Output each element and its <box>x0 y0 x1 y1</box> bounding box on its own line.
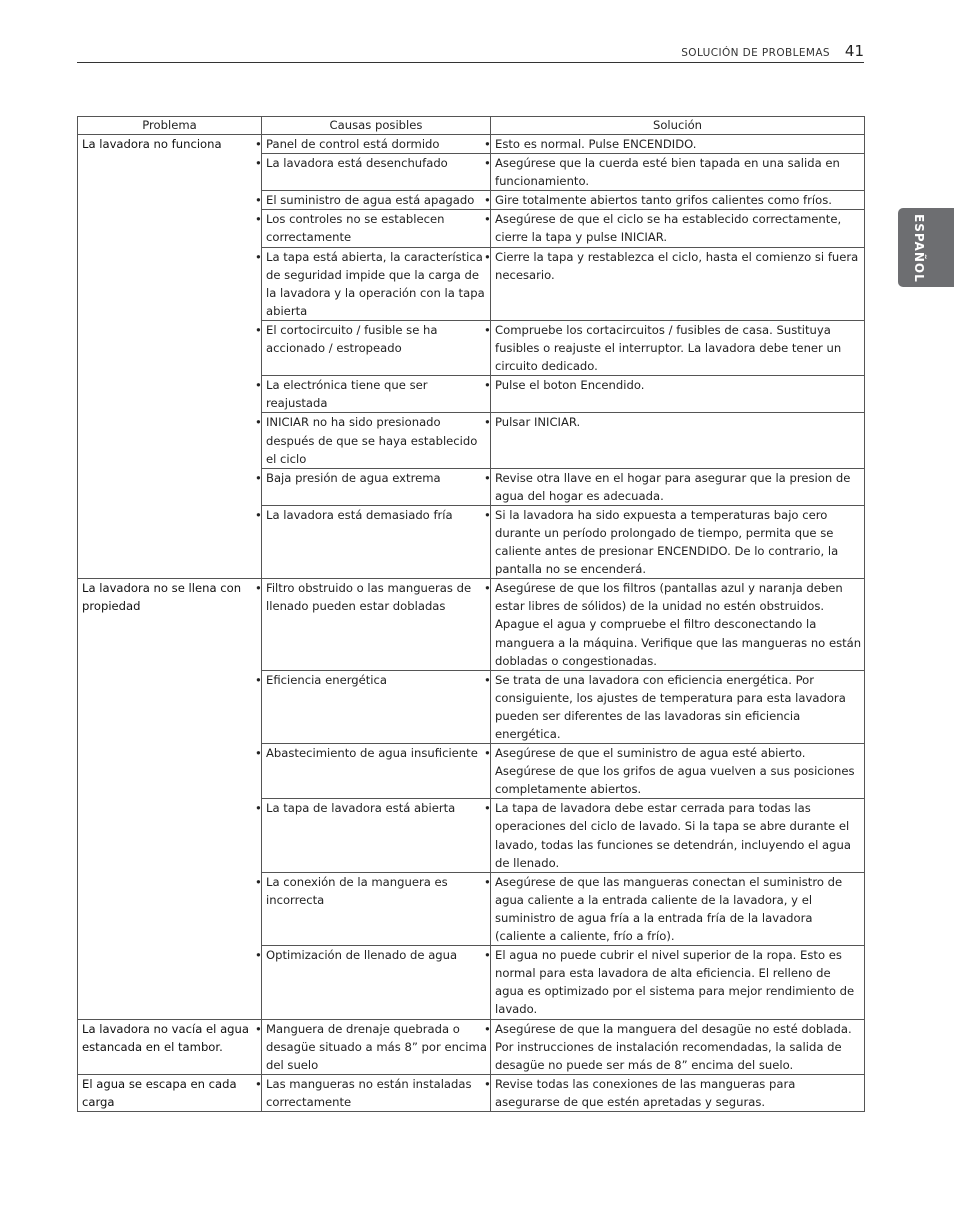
cause-cell <box>255 579 491 670</box>
bullet-icon: • <box>255 470 262 485</box>
troubleshooting-table <box>77 116 865 1112</box>
bullet-icon: • <box>484 470 491 485</box>
cause-text: Eficiencia energética <box>266 672 388 687</box>
solution-cell <box>484 1019 865 1074</box>
bullet-icon: • <box>484 156 491 171</box>
solution-text: Asegúrese de que la manguera del desagüe no esté doblada. Por instrucciones de instalación recomendadas, la salida de desagüe no puede ser más de 8” encima del suelo. <box>495 1021 852 1072</box>
bullet-icon: • <box>255 948 262 963</box>
cause-cell <box>255 210 491 247</box>
table-body <box>78 135 865 1112</box>
bullet-icon: • <box>484 948 491 963</box>
cause-cell <box>255 799 491 872</box>
bullet-icon: • <box>255 507 262 522</box>
cause-text: La tapa de lavadora está abierta <box>266 801 456 816</box>
bullet-icon: • <box>255 746 262 761</box>
cause-cell <box>255 154 491 191</box>
bullet-icon: • <box>255 415 262 430</box>
bullet-icon: • <box>484 249 491 264</box>
solution-text: Revise todas las conexiones de las mangueras para asegurarse de que estén apretadas y seguras. <box>495 1076 796 1109</box>
solution-text: Revise otra llave en el hogar para asegurar que la presion de agua del hogar es adecuada. <box>495 470 851 503</box>
problem-cell: La lavadora no se llena con propiedad <box>78 579 262 1019</box>
solution-cell <box>484 579 865 670</box>
cause-text: La lavadora está desenchufado <box>266 156 448 171</box>
solution-text: Esto es normal. Pulse ENCENDIDO. <box>495 137 697 151</box>
bullet-icon: • <box>255 874 262 889</box>
solution-cell <box>484 1074 865 1111</box>
solution-text: Compruebe los cortacircuitos / fusibles de casa. Sustituya fusibles o reajuste el interruptor. La lavadora debe tener un circuito dedicado. <box>495 322 842 374</box>
solution-cell <box>484 135 865 154</box>
cause-text: La electrónica tiene que ser reajustada <box>266 378 428 411</box>
solution-text: Asegúrese de que el suministro de agua esté abierto. Asegúrese de que los grifos de agua vuelven a sus posiciones completamente abiertos. <box>495 746 855 797</box>
bullet-icon: • <box>484 322 491 337</box>
solution-text: La tapa de lavadora debe estar cerrada para todas las operaciones del ciclo de lavado. Si la tapa se abre durante el lavado, todas las funciones se detendrán, incluyendo el agua de llenado. <box>495 801 851 870</box>
problem-cell: La lavadora no vacía el agua estancada en el tambor. <box>78 1019 262 1074</box>
cause-cell <box>255 376 491 413</box>
cause-text: El suministro de agua está apagado <box>266 193 475 208</box>
cause-text: Filtro obstruido o las mangueras de llenado pueden estar dobladas <box>266 581 472 614</box>
table-header-row <box>78 117 865 135</box>
cause-text: Baja presión de agua extrema <box>266 470 441 485</box>
solution-text: Si la lavadora ha sido expuesta a temperaturas bajo cero durante un período prolongado de tiempo, permita que se caliente antes de presionar ENCENDIDO. De lo contrario, la pantalla no se encenderá. <box>495 507 839 577</box>
solution-cell <box>484 413 865 468</box>
cause-text: El cortocircuito / fusible se ha accionado / estropeado <box>266 322 438 356</box>
column-header-solution: Solución <box>491 117 865 135</box>
solution-cell <box>484 744 865 799</box>
solution-cell <box>484 505 865 578</box>
cause-cell <box>255 191 491 210</box>
bullet-icon: • <box>484 801 491 816</box>
solution-text: Pulse el boton Encendido. <box>495 378 645 393</box>
cause-cell <box>255 946 491 1019</box>
solution-cell <box>484 154 865 191</box>
solution-cell <box>484 210 865 247</box>
cause-cell <box>255 670 491 743</box>
cause-cell <box>255 505 491 578</box>
solution-cell <box>484 670 865 743</box>
solution-cell <box>484 191 865 210</box>
bullet-icon: • <box>484 212 491 227</box>
bullet-icon: • <box>484 193 491 208</box>
cause-text: Panel de control está dormido <box>266 137 440 151</box>
solution-text: Se trata de una lavadora con eficiencia energética. Por consiguiente, los ajustes de temperatura para esta lavadora pueden ser diferentes de las lavadoras sin eficiencia energética. <box>495 672 846 741</box>
cause-cell <box>255 744 491 799</box>
bullet-icon: • <box>484 137 491 151</box>
solution-text: Asegúrese de que el ciclo se ha establecido correctamente, cierre la tapa y pulse INICIAR. <box>495 212 842 245</box>
language-tab <box>898 208 954 287</box>
cause-text: La tapa está abierta, la característica de seguridad impide que la carga de la lavadora y la operación con la tapa abierta <box>266 249 485 318</box>
cause-text: INICIAR no ha sido presionado después de que se haya establecido el ciclo <box>266 415 478 466</box>
cause-cell <box>255 872 491 945</box>
solution-cell <box>484 799 865 872</box>
bullet-icon: • <box>255 1021 262 1036</box>
bullet-icon: • <box>484 507 491 522</box>
solution-text: Asegúrese de que las mangueras conectan el suministro de agua caliente a la entrada caliente de la lavadora, y el suministro de agua fría a la entrada fría de la lavadora (caliente a caliente, frío a frío). <box>495 874 843 944</box>
column-header-problem: Problema <box>78 117 262 135</box>
page-number: 41 <box>844 42 864 60</box>
bullet-icon: • <box>255 249 262 264</box>
cause-text: La lavadora está demasiado fría <box>266 507 453 522</box>
solution-text: Gire totalmente abiertos tanto grifos calientes como fríos. <box>495 193 832 208</box>
bullet-icon: • <box>255 801 262 816</box>
solution-text: El agua no puede cubrir el nivel superior de la ropa. Esto es normal para esta lavadora de alta eficiencia. El relleno de agua es optimizado por el sistema para mejor rendimiento de lavado. <box>495 948 855 1017</box>
cause-text: Optimización de llenado de agua <box>266 948 458 963</box>
solution-cell <box>484 247 865 320</box>
cause-cell <box>255 413 491 468</box>
cause-text: Abastecimiento de agua insuficiente <box>266 746 478 761</box>
table-row <box>78 1074 865 1111</box>
cause-cell <box>255 247 491 320</box>
column-header-causes: Causas posibles <box>262 117 491 135</box>
solution-text: Asegúrese que la cuerda esté bien tapada en una salida en funcionamiento. <box>495 156 840 189</box>
bullet-icon: • <box>484 581 491 596</box>
bullet-icon: • <box>484 746 491 761</box>
cause-cell <box>255 135 491 154</box>
language-tab-label: ESPAÑOL <box>912 214 926 283</box>
table-row <box>78 135 865 154</box>
bullet-icon: • <box>484 874 491 889</box>
bullet-icon: • <box>255 581 262 596</box>
solution-cell <box>484 376 865 413</box>
bullet-icon: • <box>484 672 491 687</box>
table-row <box>78 1019 865 1074</box>
solution-cell <box>484 872 865 945</box>
bullet-icon: • <box>255 212 262 227</box>
bullet-icon: • <box>255 156 262 171</box>
problem-cell: La lavadora no funciona <box>78 135 262 579</box>
solution-text: Pulsar INICIAR. <box>495 415 581 430</box>
bullet-icon: • <box>255 378 262 393</box>
cause-text: Manguera de drenaje quebrada o desagüe situado a más 8” por encima del suelo <box>266 1021 487 1072</box>
bullet-icon: • <box>484 378 491 393</box>
solution-cell <box>484 320 865 375</box>
bullet-icon: • <box>484 415 491 430</box>
problem-cell: El agua se escapa en cada carga <box>78 1074 262 1111</box>
cause-text: La conexión de la manguera es incorrecta <box>266 874 448 907</box>
bullet-icon: • <box>255 193 262 208</box>
bullet-icon: • <box>255 672 262 687</box>
bullet-icon: • <box>255 1076 262 1091</box>
bullet-icon: • <box>484 1076 491 1091</box>
cause-cell <box>255 1019 491 1074</box>
solution-text: Cierre la tapa y restablezca el ciclo, hasta el comienzo si fuera necesario. <box>495 249 859 282</box>
page-header <box>77 44 864 63</box>
bullet-icon: • <box>484 1021 491 1036</box>
cause-cell <box>255 1074 491 1111</box>
bullet-icon: • <box>255 322 262 337</box>
table-row <box>78 579 865 670</box>
cause-cell <box>255 320 491 375</box>
solution-cell <box>484 946 865 1019</box>
cause-text: Los controles no se establecen correctamente <box>266 212 445 245</box>
bullet-icon: • <box>255 137 262 151</box>
cause-cell <box>255 468 491 505</box>
cause-text: Las mangueras no están instaladas correctamente <box>266 1076 472 1109</box>
solution-text: Asegúrese de que los filtros (pantallas azul y naranja deben estar libres de sólidos) de la unidad no estén obstruidos. Apague el agua y compruebe el filtro desconectando la manguera a la máquina. Verifique que las mangueras no están dobladas o congestionadas. <box>495 581 862 668</box>
solution-cell <box>484 468 865 505</box>
section-title: SOLUCIÓN DE PROBLEMAS <box>681 47 830 59</box>
